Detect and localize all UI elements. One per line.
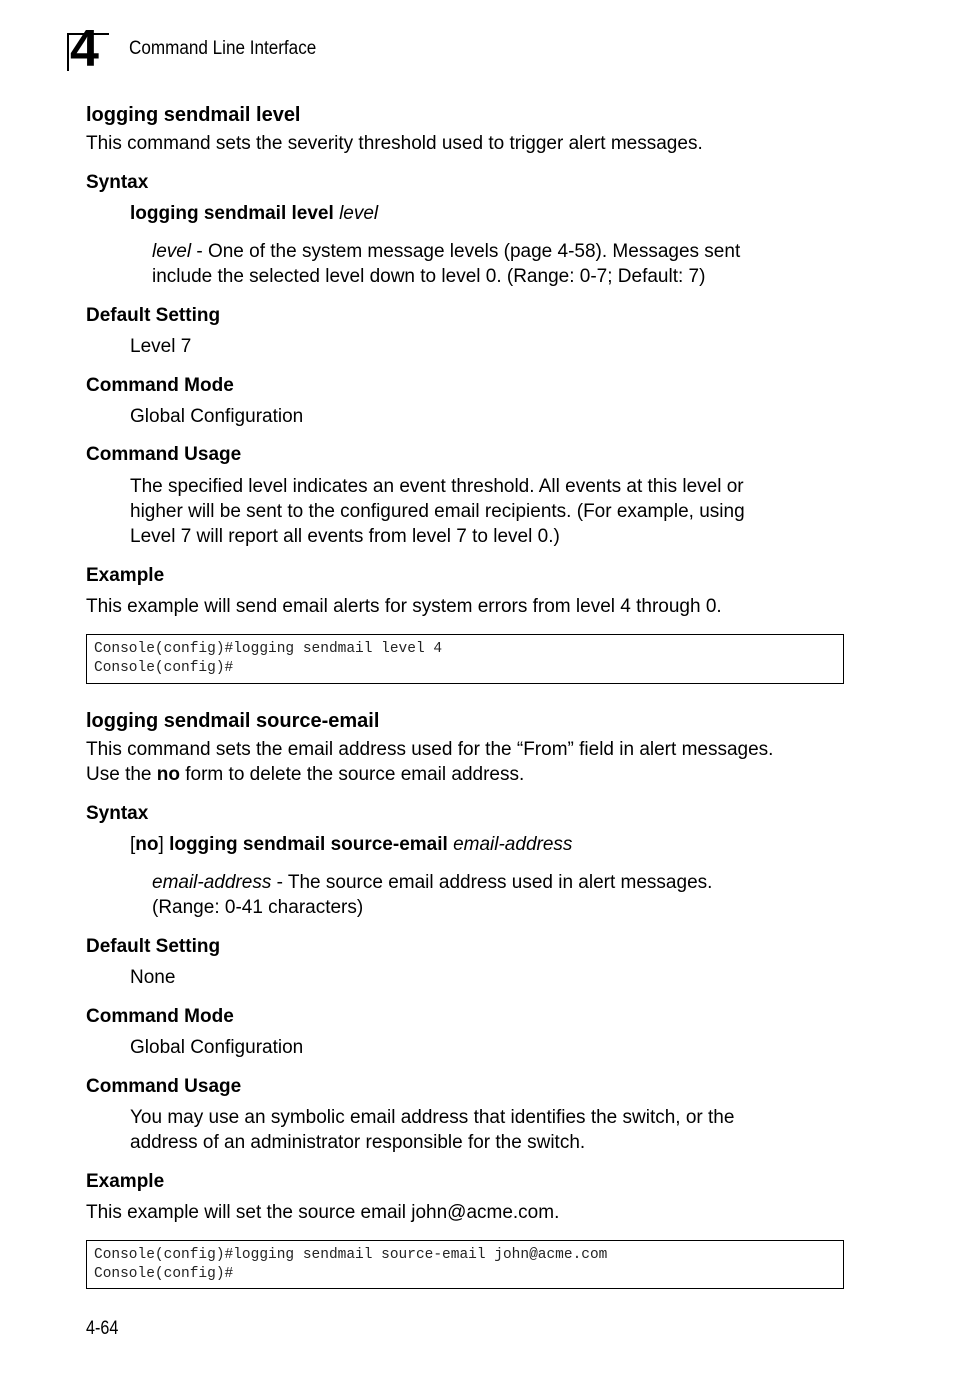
command-usage-line: The specified level indicates an event threshold. All events at this level or (130, 476, 744, 497)
parameter-description (152, 239, 812, 264)
syntax-bracket-open: [ (130, 834, 136, 855)
command-mode-heading: Command Mode (86, 375, 234, 396)
code-block (86, 1240, 844, 1289)
parameter-name: level (152, 241, 192, 262)
command-usage-line: higher will be sent to the configured email recipients. (For example, using (130, 501, 745, 522)
parameter-description (152, 870, 712, 895)
page-number: 4-64 (86, 1318, 119, 1339)
command-usage-heading: Command Usage (86, 1076, 242, 1097)
description-text: form to delete the source email address. (179, 764, 525, 785)
description-text: Use the (86, 764, 157, 785)
command-usage-line: Level 7 will report all events from level 7 to level 0.) (130, 526, 560, 547)
code-line: Console(config)# (94, 1266, 234, 1282)
section-title: logging sendmail level (86, 104, 301, 126)
command-mode-value: Global Configuration (130, 406, 304, 427)
code-line: Console(config)#logging sendmail level 4 (94, 641, 443, 657)
no-keyword: no (156, 764, 180, 785)
command-usage-line: address of an administrator responsible for the switch. (130, 1132, 586, 1153)
code-line: Console(config)#logging sendmail source-email john@acme.com (94, 1247, 608, 1263)
section-description: This command sets the severity threshold used to trigger alert messages. (86, 133, 703, 154)
syntax-bracket-close: ] (158, 834, 170, 855)
default-setting-heading: Default Setting (86, 305, 221, 326)
command-mode-heading: Command Mode (86, 1006, 234, 1027)
command-usage-line: You may use an symbolic email address that identifies the switch, or the (130, 1107, 735, 1128)
syntax-command: logging sendmail level (130, 203, 334, 224)
example-heading: Example (86, 565, 165, 586)
syntax-line (130, 201, 378, 226)
syntax-heading: Syntax (86, 803, 149, 824)
running-header-title: Command Line Interface (129, 38, 317, 59)
example-heading: Example (86, 1171, 165, 1192)
section-title: logging sendmail source-email (86, 710, 380, 732)
command-mode-value: Global Configuration (130, 1037, 304, 1058)
parameter-desc-line2: (Range: 0-41 characters) (152, 897, 364, 918)
section-description-line2 (86, 762, 524, 787)
syntax-no-keyword: no (135, 834, 159, 855)
example-description: This example will set the source email john@acme.com. (86, 1202, 560, 1223)
syntax-command: logging sendmail source-email (169, 834, 448, 855)
default-setting-value: Level 7 (130, 336, 192, 357)
parameter-desc-line1: - The source email address used in alert messages. (271, 872, 713, 893)
parameter-desc-line1: - One of the system message levels (page 4-58). Messages sent (191, 241, 741, 262)
parameter-desc-line2: include the selected level down to level 0. (Range: 0-7; Default: 7) (152, 266, 706, 287)
command-usage-heading: Command Usage (86, 444, 242, 465)
code-block (86, 634, 844, 684)
chapter-number: 4 (70, 20, 99, 78)
parameter-name: email-address (152, 872, 272, 893)
syntax-parameter: level (339, 203, 379, 224)
default-setting-value: None (130, 967, 176, 988)
section-description-line1: This command sets the email address used for the “From” field in alert messages. (86, 739, 774, 760)
syntax-parameter: email-address (453, 834, 573, 855)
syntax-line (130, 832, 572, 857)
syntax-heading: Syntax (86, 172, 149, 193)
code-line: Console(config)# (94, 660, 234, 676)
example-description: This example will send email alerts for system errors from level 4 through 0. (86, 596, 722, 617)
default-setting-heading: Default Setting (86, 936, 221, 957)
